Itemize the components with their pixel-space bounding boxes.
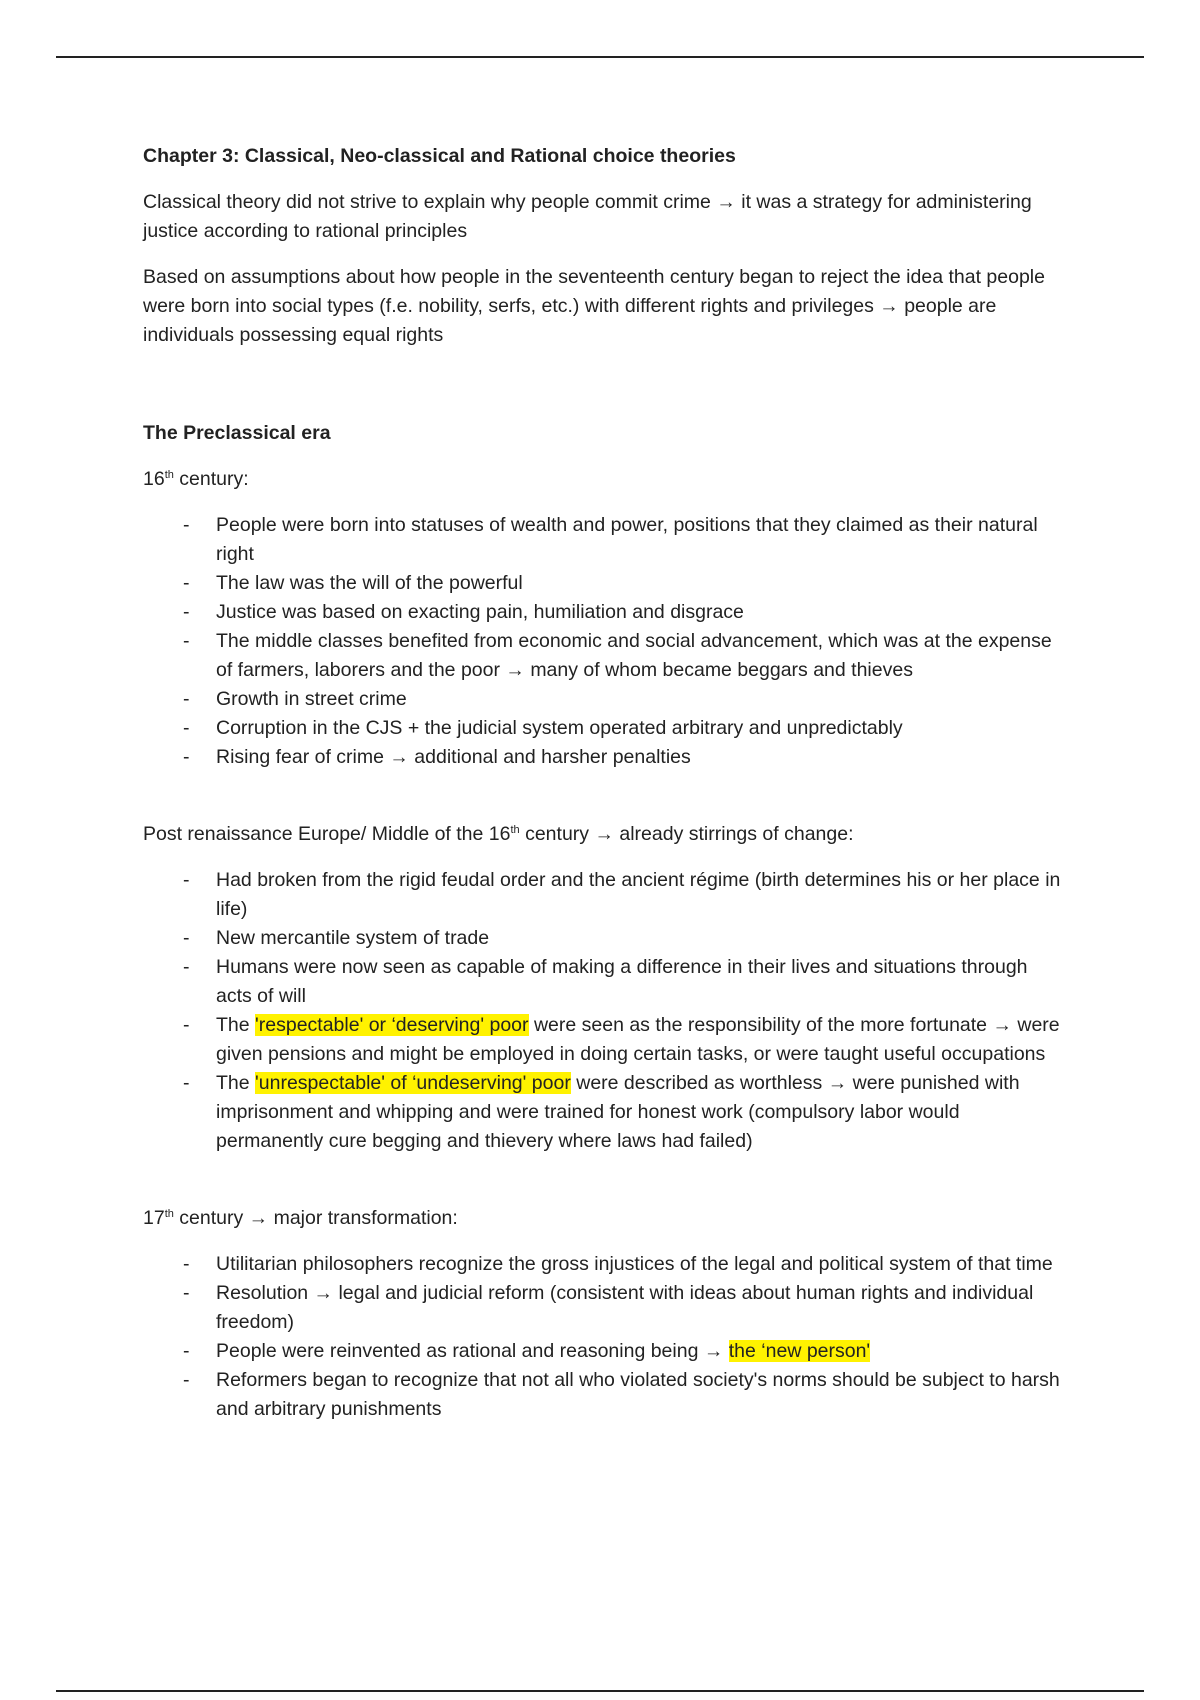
highlighted-text: the ‘new person' (728, 1340, 871, 1362)
list-item: - The 'respectable' or ‘deserving' poor were seen as the responsibility of the more fortunate → were given pensions and might be employed in doing certain tasks, or were taught useful occupations (143, 1011, 1063, 1069)
century-17-label: 17th century → major transformation: (143, 1207, 458, 1229)
list-item: - Reformers began to recognize that not all who violated society's norms should be subject to harsh and arbitrary punishments (143, 1366, 1063, 1424)
list-item: - People were born into statuses of wealth and power, positions that they claimed as their natural right (143, 511, 1063, 569)
list-item: - Humans were now seen as capable of making a difference in their lives and situations through acts of will (143, 953, 1063, 1011)
document-page (143, 142, 1063, 1424)
list-item: - The middle classes benefited from economic and social advancement, which was at the expense of farmers, laborers and the poor → many of whom became beggars and thieves (143, 627, 1063, 685)
list-item: - New mercantile system of trade (143, 924, 1063, 953)
intro-paragraph-1: Classical theory did not strive to explain why people commit crime → it was a strategy for administering justice according to rational principles (143, 191, 1032, 242)
list-item: - Utilitarian philosophers recognize the gross injustices of the legal and political system of that time (143, 1250, 1063, 1279)
bullet-list-17th-century (143, 1250, 1063, 1424)
intro-paragraph-2: Based on assumptions about how people in the seventeenth century began to reject the idea that people were born into social types (f.e. nobility, serfs, etc.) with different rights and privileges → people are individuals possessing equal rights (143, 266, 1045, 346)
bullet-list-16th-century (143, 511, 1063, 772)
list-item: - Had broken from the rigid feudal order and the ancient régime (birth determines his or her place in life) (143, 866, 1063, 924)
list-item: - Corruption in the CJS + the judicial system operated arbitrary and unpredictably (143, 714, 1063, 743)
highlighted-text: 'unrespectable' of ‘undeserving' poor (255, 1072, 571, 1094)
list-item: - People were reinvented as rational and reasoning being → the ‘new person' (143, 1337, 1063, 1366)
top-rule (56, 56, 1144, 58)
list-item: - Rising fear of crime → additional and harsher penalties (143, 743, 1063, 772)
bullet-list-post-renaissance (143, 866, 1063, 1156)
list-item: - Justice was based on exacting pain, humiliation and disgrace (143, 598, 1063, 627)
bottom-rule (56, 1690, 1144, 1692)
list-item: - The law was the will of the powerful (143, 569, 1063, 598)
highlighted-text: 'respectable' or ‘deserving' poor (255, 1014, 529, 1036)
list-item: - Resolution → legal and judicial reform (consistent with ideas about human rights and individual freedom) (143, 1279, 1063, 1337)
list-item: - The 'unrespectable' of ‘undeserving' poor were described as worthless → were punished with imprisonment and whipping and were trained for honest work (compulsory labor would permanently cure begging and thievery where laws had failed) (143, 1069, 1063, 1156)
section-heading: The Preclassical era (143, 422, 331, 444)
list-item: - Growth in street crime (143, 685, 1063, 714)
post-renaissance-label: Post renaissance Europe/ Middle of the 16th century → already stirrings of change: (143, 823, 854, 845)
chapter-title: Chapter 3: Classical, Neo-classical and Rational choice theories (143, 145, 736, 167)
century-16-label: 16th century: (143, 468, 249, 490)
